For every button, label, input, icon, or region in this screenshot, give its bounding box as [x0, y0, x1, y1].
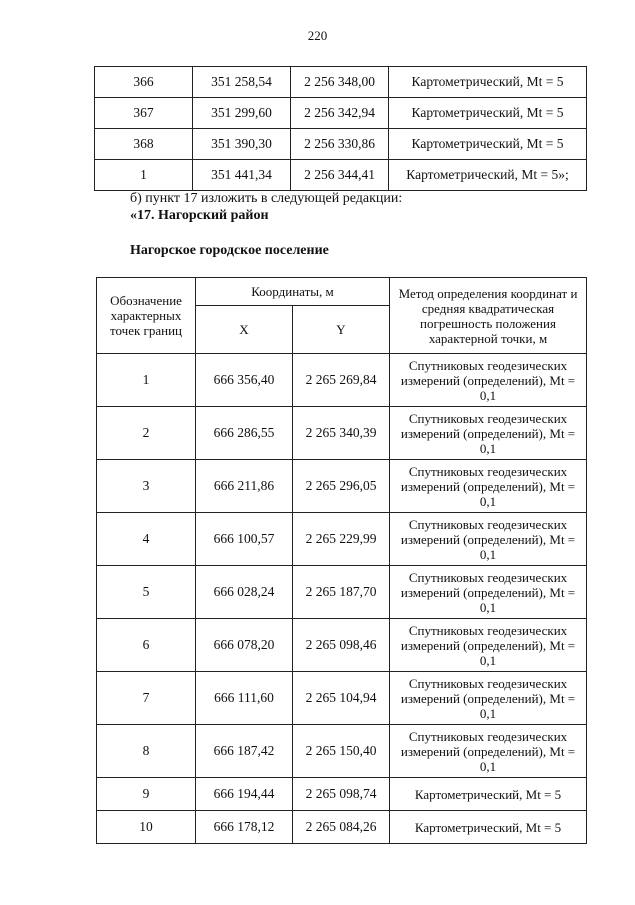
method-cell: Картометрический, Mt = 5	[390, 811, 587, 844]
point-number-cell: 1	[95, 160, 193, 191]
header-x: X	[196, 306, 293, 354]
coordinates-table	[96, 277, 587, 844]
point-number-cell: 8	[97, 725, 196, 778]
table-row	[95, 98, 587, 129]
coord-y-cell: 2 265 269,84	[293, 354, 390, 407]
table-row	[97, 566, 587, 619]
coord-y-cell: 2 256 342,94	[291, 98, 389, 129]
method-cell: Спутниковых геодезических измерений (определений), Mt = 0,1	[390, 407, 587, 460]
header-designation: Обозначение характерных точек границ	[97, 278, 196, 354]
method-cell: Спутниковых геодезических измерений (определений), Mt = 0,1	[390, 672, 587, 725]
header-method: Метод определения координат и средняя квадратическая погрешность положения характерной точки, м	[390, 278, 587, 354]
coord-y-cell: 2 265 098,74	[293, 778, 390, 811]
coord-x-cell: 666 028,24	[196, 566, 293, 619]
coordinates-table-continued	[94, 66, 587, 191]
point-number-cell: 4	[97, 513, 196, 566]
table-row	[95, 160, 587, 191]
coord-y-cell: 2 256 330,86	[291, 129, 389, 160]
coord-y-cell: 2 265 187,70	[293, 566, 390, 619]
method-cell: Спутниковых геодезических измерений (определений), Mt = 0,1	[390, 566, 587, 619]
coord-x-cell: 666 111,60	[196, 672, 293, 725]
table-header	[97, 278, 587, 354]
table-body	[95, 67, 587, 191]
coord-x-cell: 666 211,86	[196, 460, 293, 513]
point-number-cell: 5	[97, 566, 196, 619]
coord-y-cell: 2 265 296,05	[293, 460, 390, 513]
point-number-cell: 7	[97, 672, 196, 725]
method-cell: Картометрический, Mt = 5	[390, 778, 587, 811]
coord-y-cell: 2 265 098,46	[293, 619, 390, 672]
header-coordinates: Координаты, м	[196, 278, 390, 306]
table-row	[95, 129, 587, 160]
point-number-cell: 367	[95, 98, 193, 129]
page-number: 220	[307, 28, 328, 43]
table-row	[95, 67, 587, 98]
coord-x-cell: 351 299,60	[193, 98, 291, 129]
coord-x-cell: 666 187,42	[196, 725, 293, 778]
method-cell: Картометрический, Mt = 5	[389, 67, 587, 98]
table-row	[97, 407, 587, 460]
coord-y-cell: 2 256 348,00	[291, 67, 389, 98]
coord-x-cell: 666 100,57	[196, 513, 293, 566]
point-number-cell: 2	[97, 407, 196, 460]
table-row	[97, 513, 587, 566]
method-cell: Спутниковых геодезических измерений (определений), Mt = 0,1	[390, 354, 587, 407]
coord-y-cell: 2 265 104,94	[293, 672, 390, 725]
table-row	[97, 725, 587, 778]
coord-x-cell: 666 286,55	[196, 407, 293, 460]
method-cell: Спутниковых геодезических измерений (определений), Mt = 0,1	[390, 725, 587, 778]
point-number-cell: 366	[95, 67, 193, 98]
table-body	[97, 354, 587, 844]
method-cell: Спутниковых геодезических измерений (определений), Mt = 0,1	[390, 513, 587, 566]
coord-x-cell: 666 178,12	[196, 811, 293, 844]
point-number-cell: 9	[97, 778, 196, 811]
table-row	[97, 778, 587, 811]
table-row	[97, 811, 587, 844]
point-number-cell: 1	[97, 354, 196, 407]
point-number-cell: 10	[97, 811, 196, 844]
coord-x-cell: 666 194,44	[196, 778, 293, 811]
coord-y-cell: 2 265 150,40	[293, 725, 390, 778]
table-row	[97, 672, 587, 725]
point-number-cell: 6	[97, 619, 196, 672]
method-cell: Картометрический, Mt = 5»;	[389, 160, 587, 191]
coord-y-cell: 2 265 229,99	[293, 513, 390, 566]
coord-x-cell: 351 441,34	[193, 160, 291, 191]
point-number-cell: 3	[97, 460, 196, 513]
method-cell: Картометрический, Mt = 5	[389, 129, 587, 160]
district-heading: «17. Нагорский район	[130, 208, 269, 223]
coord-x-cell: 666 356,40	[196, 354, 293, 407]
table-row	[97, 460, 587, 513]
settlement-heading: Нагорское городское поселение	[130, 243, 329, 258]
point-number-cell: 368	[95, 129, 193, 160]
method-cell: Спутниковых геодезических измерений (определений), Mt = 0,1	[390, 460, 587, 513]
coord-x-cell: 351 390,30	[193, 129, 291, 160]
table-row	[97, 354, 587, 407]
method-cell: Картометрический, Mt = 5	[389, 98, 587, 129]
coord-y-cell: 2 265 340,39	[293, 407, 390, 460]
coord-y-cell: 2 265 084,26	[293, 811, 390, 844]
coord-x-cell: 351 258,54	[193, 67, 291, 98]
coord-x-cell: 666 078,20	[196, 619, 293, 672]
table-row	[97, 619, 587, 672]
header-y: Y	[293, 306, 390, 354]
method-cell: Спутниковых геодезических измерений (определений), Mt = 0,1	[390, 619, 587, 672]
amendment-text: б) пункт 17 изложить в следующей редакции:	[130, 191, 403, 206]
coord-y-cell: 2 256 344,41	[291, 160, 389, 191]
